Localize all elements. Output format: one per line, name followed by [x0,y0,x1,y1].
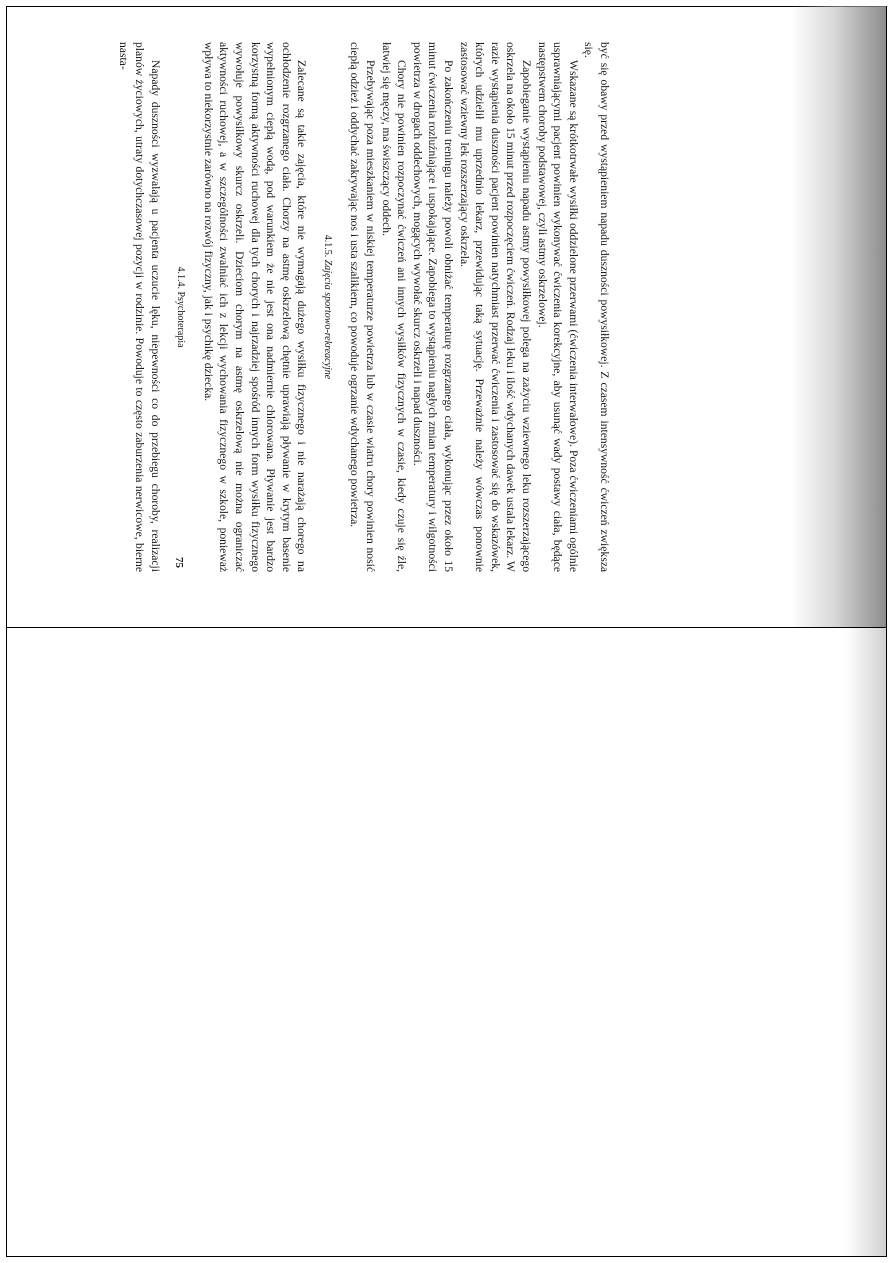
paragraph: Wskazane są krótkotrwałe wysiłki oddzielone przerwami (ćwiczenia interwałowe). Poza ćwiczeniami ogólnie usprawniającymi pacjent powinien wykonywać ćwiczenia korekcyjne, aby usunąć wady postawy ciała, będące następstwem choroby podstawowej, czyli astmy oskrzelowej. [535,42,580,572]
paragraph: Zalecane są takie zajęcia, które nie wymagają dużego wysiłku fizycznego i nie narażają chorego na ochłodzenie rozgrzanego ciała. Chorzy na astmę oskrzelową chętnie uprawiają pływanie w krytym basenie wypełnionym ciepłą wodą, pod warunkiem że nie jest ona nadmiernie chlorowana. Pływanie jest bardzo korzystną formą aktywności ruchowej dla tych chorych i najrzadziej spośród innych form wysiłku fizycznego wywołuje powysiłkowy skurcz oskrzeli. Dzieciom chorym na astmę oskrzelową nie można ograniczać aktywności ruchowej, a w szczególności zwalniać ich z lekcji wychowania fizycznego w szkole, ponieważ wpływa to niekorzystnie zarówno na rozwój fizyczny, jak i psychikę dziecka. [201,42,309,572]
section-heading-4-1-4: 4.1.4. Psychoterapia [175,266,187,348]
paragraph: Przebywając poza mieszkaniem w niskiej temperaturze powietrza lub w czasie wiatru chory powinien nosić ciepłą odzież i oddychać zakrywając nos i usta szalikiem, co powoduje ogrzanie wdychanego powietrza. [348,42,378,572]
scanned-sheet-bottom [0,627,893,1263]
page-number: 75 [172,557,185,568]
paragraph: Chory nie powinien rozpoczynać ćwiczeń ani innych wysiłków fizycznych w czasie, kiedy czuje się źle, łatwiej się męczy, ma świszczący oddech. [379,42,409,572]
book-page-75 [117,42,612,572]
section-title: Zajęcia sportowo-rekreacyjne [321,259,333,380]
book-spine-shadow [846,628,886,1256]
paragraph: Napady duszności wyzwalają u pacjenta uczucie lęku, niepewności co do przebiegu choroby, realizacji planów życiowych, utraty dotychczasowej pozycji w rodzinie. Powoduje to często zaburzenia nerwicowe, bierne nasta- [117,42,162,572]
paragraph: Po zakończeniu treningu należy powoli obniżać temperaturę rozgrzanego ciała, wykonując przez około 15 minut ćwiczenia rozluźniające i uspokajające. Zapobiega to wystąpieniu nagłych zmian temperatury i wilgotności powietrza w drogach oddechowych, mogących wywołać skurcz oskrzeli i napad duszności. [410,42,456,572]
section-number: 4.1.5. [321,234,333,258]
scanned-sheet-top [0,0,893,627]
sheet-border [6,627,887,1257]
paragraph: Zapobieganie wystąpieniu napadu astmy powysiłkowej polega na zażyciu wziewnego leku rozszerzającego oskrzela na około 15 minut przed rozpoczęciem ćwiczeń. Rodzaj leku i ilość wdychanych dawek ustala lekarz. W razie wystąpienia duszności pacjent powinien natychmiast przerwać ćwiczenia i zastosować się do wskazówek, których udzielił mu uprzednio lekarz, przewidując taką sytuację. Przeważnie należy wówczas ponownie zastosować wziewny lek rozszerzający oskrzela. [457,42,534,572]
section-heading-4-1-5 [319,42,335,572]
paragraph: być się obawy przed wystąpieniem napadu duszności powysiłkowej. Z czasem intensywność ćwiczeń zwiększa się. [582,42,611,572]
book-spine-shadow [791,6,886,627]
